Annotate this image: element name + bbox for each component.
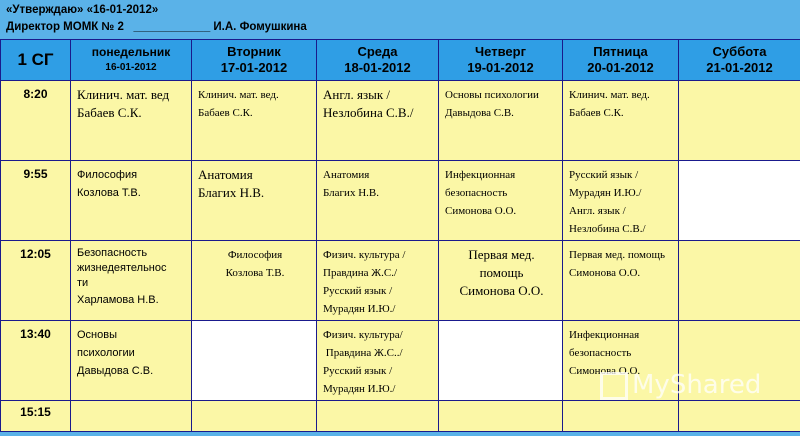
lesson-cell: [563, 241, 679, 321]
schedule-row: [1, 161, 800, 241]
day-date: 21-01-2012: [706, 60, 773, 75]
approval-line-2: Директор МОМК № 2 ____________ И.А. Фомушкина: [6, 21, 307, 33]
time-slot: [1, 401, 71, 432]
lesson-line: Благих Н.В.: [198, 185, 265, 200]
lesson-cell: [563, 81, 679, 161]
lesson-line: Безопасность: [77, 247, 148, 259]
watermark-icon: [600, 372, 628, 400]
time-label: 9:55: [23, 167, 48, 181]
watermark-logo: [600, 370, 770, 410]
lesson-line: Симонова О.О.: [569, 267, 641, 279]
lesson-cell: [192, 241, 317, 321]
lesson-line: Англ. язык /: [323, 87, 391, 102]
lesson-line: Основы: [77, 329, 117, 341]
lesson-cell: [439, 241, 563, 321]
lesson-cell: [317, 321, 439, 401]
time-label: 12:05: [20, 247, 51, 261]
lesson-line: Симонова О.О.: [459, 283, 544, 298]
lesson-cell-empty: [192, 321, 317, 401]
lesson-line: Незлобина С.В./: [569, 223, 646, 235]
time-slot: [1, 161, 71, 241]
watermark-text: MyShared: [632, 370, 762, 400]
lesson-line: жизнедеятельнос: [77, 262, 167, 274]
day-date: 20-01-2012: [587, 60, 654, 75]
time-label: 13:40: [20, 327, 51, 341]
lesson-line: Правдина Ж.С./: [323, 267, 397, 279]
day-date: 19-01-2012: [467, 60, 534, 75]
lesson-line: Бабаев С.К.: [198, 107, 253, 119]
lesson-line: Козлова Т.В.: [225, 267, 285, 279]
day-header-mon: [71, 40, 192, 81]
lesson-line: Русский язык /: [569, 169, 639, 181]
lesson-cell: [317, 81, 439, 161]
day-name: Среда: [357, 44, 398, 59]
lesson-line: Бабаев С.К.: [77, 105, 142, 120]
lesson-cell: [439, 161, 563, 241]
lesson-line: Мурадян И.Ю./: [323, 303, 396, 315]
day-header-wed: [317, 40, 439, 81]
lesson-line: Анатомия: [198, 167, 253, 182]
lesson-cell-empty: [317, 401, 439, 432]
lesson-line: Основы психологии: [445, 89, 539, 101]
time-slot: [1, 321, 71, 401]
group-label: 1 СГ: [1, 40, 71, 81]
lesson-line: безопасность: [569, 347, 632, 359]
day-name: Вторник: [227, 44, 281, 59]
day-name: понедельник: [91, 45, 171, 59]
lesson-cell-empty: [439, 321, 563, 401]
lesson-cell: [317, 241, 439, 321]
lesson-line: Козлова Т.В.: [77, 187, 141, 199]
time-label: 8:20: [23, 87, 48, 101]
lesson-cell: [192, 161, 317, 241]
day-date: 16-01-2012: [105, 62, 157, 73]
lesson-cell: [71, 81, 192, 161]
lesson-line: Первая мед. помощь: [569, 249, 665, 261]
header-row: [1, 40, 800, 81]
lesson-line: Харламова Н.В.: [77, 294, 159, 306]
lesson-cell-empty: [71, 401, 192, 432]
lesson-cell: [71, 321, 192, 401]
approval-header: [6, 2, 307, 36]
lesson-cell-empty: [679, 161, 800, 241]
lesson-line: Философия: [227, 249, 283, 261]
day-date: 17-01-2012: [220, 60, 288, 75]
lesson-line: Мурадян И.Ю./: [323, 383, 396, 395]
lesson-cell: [71, 241, 192, 321]
lesson-cell: [563, 161, 679, 241]
lesson-line: Инфекционная: [569, 329, 640, 341]
lesson-cell: [317, 161, 439, 241]
schedule-row: [1, 81, 800, 161]
schedule-row: [1, 241, 800, 321]
lesson-line: Анатомия: [323, 169, 370, 181]
day-header-thu: [439, 40, 563, 81]
lesson-cell-empty: [679, 81, 800, 161]
lesson-line: Первая мед.: [468, 247, 535, 262]
lesson-line: безопасность: [445, 187, 508, 199]
lesson-line: Симонова О.О.: [445, 205, 517, 217]
lesson-cell: [439, 81, 563, 161]
lesson-cell-empty: [192, 401, 317, 432]
lesson-line: Незлобина С.В./: [323, 105, 414, 120]
lesson-line: Русский язык /: [323, 285, 393, 297]
time-slot: [1, 241, 71, 321]
lesson-line: Физич. культура/: [323, 329, 403, 341]
lesson-line: психологии: [77, 347, 135, 359]
lesson-line: Физич. культура /: [323, 249, 406, 261]
lesson-line: ти: [77, 277, 89, 289]
lesson-line: Клинич. мат. вед: [77, 87, 170, 102]
day-name: Четверг: [475, 44, 526, 59]
lesson-line: Симонова О.О.: [569, 365, 641, 377]
lesson-line: Давыдова С.В.: [445, 107, 514, 119]
lesson-line: помощь: [479, 265, 524, 280]
lesson-line: Русский язык /: [323, 365, 393, 377]
lesson-cell-empty: [439, 401, 563, 432]
lesson-line: Правдина Ж.С../: [323, 347, 403, 359]
lesson-cell-empty: [679, 241, 800, 321]
time-slot: [1, 81, 71, 161]
day-date: 18-01-2012: [344, 60, 411, 75]
day-name: Пятница: [593, 44, 648, 59]
lesson-line: Клинич. мат. вед.: [569, 89, 650, 101]
time-label: 15:15: [20, 405, 51, 419]
day-header-tue: [192, 40, 317, 81]
lesson-cell: [71, 161, 192, 241]
lesson-line: Англ. язык /: [569, 205, 626, 217]
lesson-line: Мурадян И.Ю./: [569, 187, 642, 199]
day-header-sat: [679, 40, 800, 81]
lesson-cell: [192, 81, 317, 161]
day-header-fri: [563, 40, 679, 81]
day-name: Суббота: [712, 44, 767, 59]
approval-line-1: «Утверждаю» «16-01-2012»: [6, 4, 159, 16]
lesson-line: Инфекционная: [445, 169, 516, 181]
lesson-line: Философия: [77, 169, 138, 181]
lesson-line: Давыдова С.В.: [77, 365, 154, 377]
lesson-line: Бабаев С.К.: [569, 107, 624, 119]
lesson-line: Благих Н.В.: [323, 187, 379, 199]
lesson-line: Клинич. мат. вед.: [198, 89, 279, 101]
